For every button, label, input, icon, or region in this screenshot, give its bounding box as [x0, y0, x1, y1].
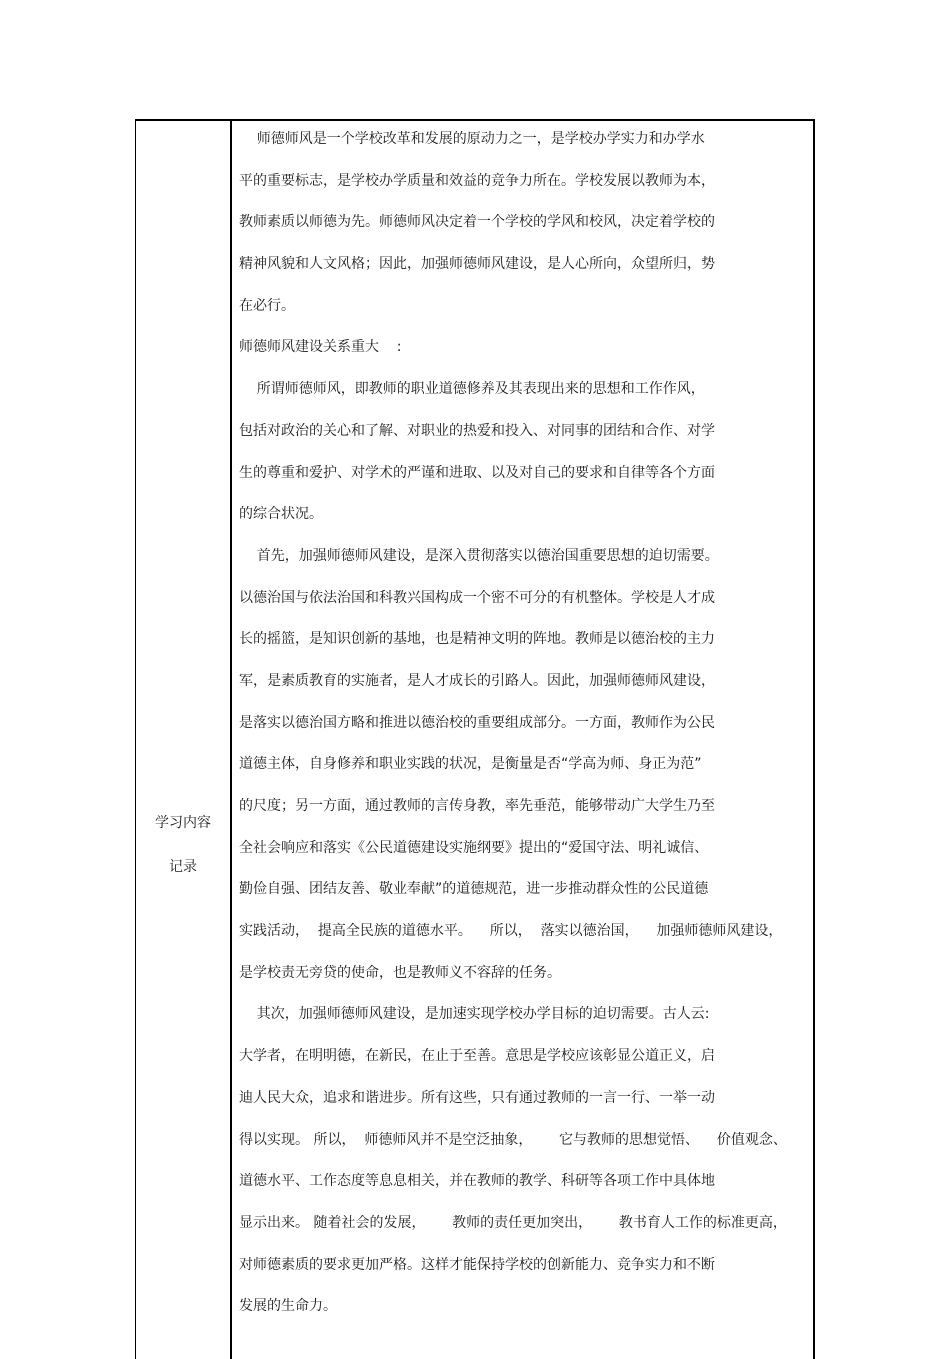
- text-line: 军，是素质教育的实施者，是人才成长的引路人。因此，加强师德师风建设，: [239, 672, 715, 689]
- text-line: 发展的生命力。: [239, 1298, 337, 1315]
- text-line: 是落实以德治国方略和推进以德治校的重要组成部分。一方面，教师作为公民: [239, 714, 715, 731]
- text-line: 的综合状况。: [239, 506, 323, 523]
- text-line: 师德师风是一个学校改革和发展的原动力之一，是学校办学实力和办学水: [239, 131, 705, 147]
- text-line: 平的重要标志，是学校办学质量和效益的竞争力所在。学校发展以教师为本，: [239, 172, 715, 189]
- text-line: 道德水平、工作态度等息息相关，并在教师的教学、科研等各项工作中具体地: [239, 1173, 715, 1190]
- text-line: 勤俭自强、团结友善、敬业奉献”的道德规范，进一步推动群众性的公民道德: [239, 881, 709, 898]
- text-line: 大学者，在明明德，在新民，在止于至善。意思是学校应该彰显公道正义，启: [239, 1048, 715, 1065]
- text-line: 在必行。: [239, 297, 295, 314]
- label-line-2: 记录: [169, 859, 197, 875]
- text-line: 教师素质以师德为先。师德师风决定着一个学校的学风和校风，决定着学校的: [239, 214, 715, 231]
- record-table: [135, 119, 815, 1359]
- text-line: 道德主体，自身修养和职业实践的状况，是衡量是否“学高为师、身正为范”: [239, 756, 702, 773]
- section-heading: 师德师风建设关系重大 :: [239, 339, 402, 356]
- text-line: 对师德素质的要求更加严格。这样才能保持学校的创新能力、竞争实力和不断: [239, 1256, 715, 1273]
- label-cell: [136, 811, 230, 899]
- text-line: 精神风貌和人文风格；因此，加强师德师风建设，是人心所向，众望所归，势: [239, 256, 715, 273]
- text-line: 其次，加强师德师风建设，是加速实现学校办学目标的迫切需要。古人云:: [239, 1006, 710, 1023]
- text-line: 所谓师德师风，即教师的职业道德修养及其表现出来的思想和工作作风，: [239, 381, 705, 398]
- text-line: 显示出来。 随着社会的发展， 教师的责任更加突出， 教书育人工作的标准更高，: [239, 1214, 787, 1231]
- content-cell: [239, 127, 819, 1336]
- text-line: 以德治国与依法治国和科教兴国构成一个密不可分的有机整体。学校是人才成: [239, 589, 715, 606]
- text-line: 首先，加强师德师风建设，是深入贯彻落实以德治国重要思想的迫切需要。: [239, 547, 719, 564]
- text-line: 是学校责无旁贷的使命，也是教师义不容辞的任务。: [239, 964, 561, 981]
- text-line: 包括对政治的关心和了解、对职业的热爱和投入、对同事的团结和合作、对学: [239, 422, 715, 439]
- text-line: 全社会响应和落实《公民道德建设实施纲要》提出的“爱国守法、明礼诚信、: [239, 839, 709, 856]
- text-line: 生的尊重和爱护、对学术的严谨和进取、以及对自己的要求和自律等各个方面: [239, 464, 715, 481]
- text-line: 的尺度；另一方面，通过教师的言传身教，率先垂范，能够带动广大学生乃至: [239, 798, 715, 814]
- column-divider: [230, 121, 232, 1359]
- text-line: 实践活动， 提高全民族的道德水平。 所以， 落实以德治国， 加强师德师风建设，: [239, 923, 783, 940]
- text-line: 迪人民大众，追求和谐进步。所有这些，只有通过教师的一言一行、一举一动: [239, 1089, 715, 1106]
- text-line: 得以实现。 所以， 师德师风并不是空泛抽象， 它与教师的思想觉悟、 价值观念、: [239, 1131, 787, 1148]
- text-line: 长的摇篮，是知识创新的基地，也是精神文明的阵地。教师是以德治校的主力: [239, 631, 715, 648]
- label-line-1: 学习内容: [155, 815, 211, 831]
